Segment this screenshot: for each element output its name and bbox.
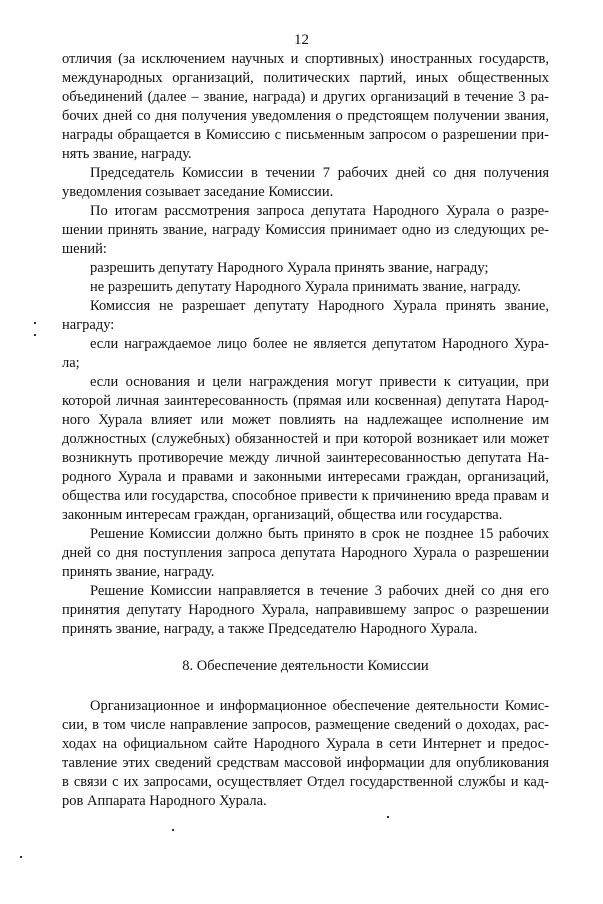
text-line: По итогам рассмотрения запроса депутата Народного Хурала о разре- <box>90 203 549 219</box>
section-paragraph <box>62 697 549 811</box>
text-line: сии, в том числе направление запросов, размещение сведений о доходах, рас- <box>62 717 549 733</box>
text-line: родного Хурала и правами и законными интересами граждан, организаций, <box>62 469 549 485</box>
text-line: отличия (за исключением научных и спортивных) иностранных государств, <box>62 51 549 67</box>
paragraph <box>62 525 549 582</box>
paragraph <box>62 582 549 639</box>
text-line: международных организаций, политических партий, иных общественных <box>62 70 549 86</box>
paragraph <box>62 50 549 164</box>
scan-speck <box>34 334 36 336</box>
text-line: награды обращается в Комиссию с письменным запросом о разрешении при- <box>62 127 549 143</box>
text-line: Организационное и информационное обеспечение деятельности Комис- <box>90 698 549 714</box>
text-line: ров Аппарата Народного Хурала. <box>62 793 267 809</box>
section-heading: 8. Обеспечение деятельности Комиссии <box>182 658 429 674</box>
scan-speck <box>172 829 174 831</box>
text-line: уведомления созывает заседание Комиссии. <box>62 184 334 200</box>
text-line: награду: <box>62 317 115 333</box>
text-line: в связи с их запросами, осуществляет Отдел государственной службы и кад- <box>62 774 549 790</box>
text-line: ходах на официальном сайте Народного Хурала в сети Интернет и предос- <box>62 736 549 752</box>
scan-speck <box>387 816 389 818</box>
text-line: бочих дней со дня получения уведомления о предстоящем получении звания, <box>62 108 549 124</box>
text-line: не разрешить депутату Народного Хурала принимать звание, награду. <box>90 279 521 295</box>
text-line: принять звание, награду, а также Председателю Народного Хурала. <box>62 621 478 637</box>
document-body <box>62 50 549 811</box>
paragraph <box>62 202 549 259</box>
scan-speck <box>34 322 36 324</box>
text-line: шении принять звание, награду Комиссия принимает одно из следующих ре- <box>62 222 549 238</box>
text-line: которой личная заинтересованность (прямая или косвенная) депутата Народ- <box>62 393 549 409</box>
text-line: дней со дня поступления запроса депутата Народного Хурала о разрешении <box>62 545 549 561</box>
text-line: должностных (служебных) обязанностей и при которой возникает или может <box>62 431 549 447</box>
text-line: возникнуть противоречие между личной заинтересованностью депутата На- <box>62 450 549 466</box>
text-line: ного Хурала влияет или может повлиять на надлежащее исполнение им <box>62 412 549 428</box>
paragraph <box>62 164 549 202</box>
text-line: объединений (далее – звание, награда) и других организаций в течение 3 ра- <box>62 89 549 105</box>
spacer <box>62 676 549 697</box>
text-line: если награждаемое лицо более не является депутатом Народного Хура- <box>90 336 549 352</box>
text-line: если основания и цели награждения могут привести к ситуации, при <box>90 374 549 390</box>
text-line: Решение Комиссии должно быть принято в срок не позднее 15 рабочих <box>90 526 549 542</box>
page-number: 12 <box>294 32 309 48</box>
text-line: тавление этих сведений средствам массовой информации для опубликования <box>62 755 549 771</box>
text-line: принять звание, награду. <box>62 564 215 580</box>
list-item <box>62 373 549 525</box>
spacer <box>62 639 549 657</box>
text-line: Комиссия не разрешает депутату Народного Хурала принять звание, <box>90 298 549 314</box>
text-line: законным интересам граждан, организаций, общества или государства. <box>62 507 503 523</box>
list-item <box>62 278 549 297</box>
text-line: ла; <box>62 355 80 371</box>
text-line: Решение Комиссии направляется в течение 3 рабочих дней со дня его <box>90 583 549 599</box>
list-item <box>62 335 549 373</box>
list-item <box>62 259 549 278</box>
text-line: разрешить депутату Народного Хурала принять звание, награду; <box>90 260 489 276</box>
text-line: Председатель Комиссии в течении 7 рабочих дней со дня получения <box>90 165 549 181</box>
paragraph <box>62 297 549 335</box>
text-line: общества или государства, способное привести к причинению вреда правам и <box>62 488 549 504</box>
text-line: нять звание, награду. <box>62 146 192 162</box>
text-line: шений: <box>62 241 107 257</box>
text-line: принятия депутату Народного Хурала, направившему запрос о разрешении <box>62 602 549 618</box>
scan-speck <box>20 856 22 858</box>
